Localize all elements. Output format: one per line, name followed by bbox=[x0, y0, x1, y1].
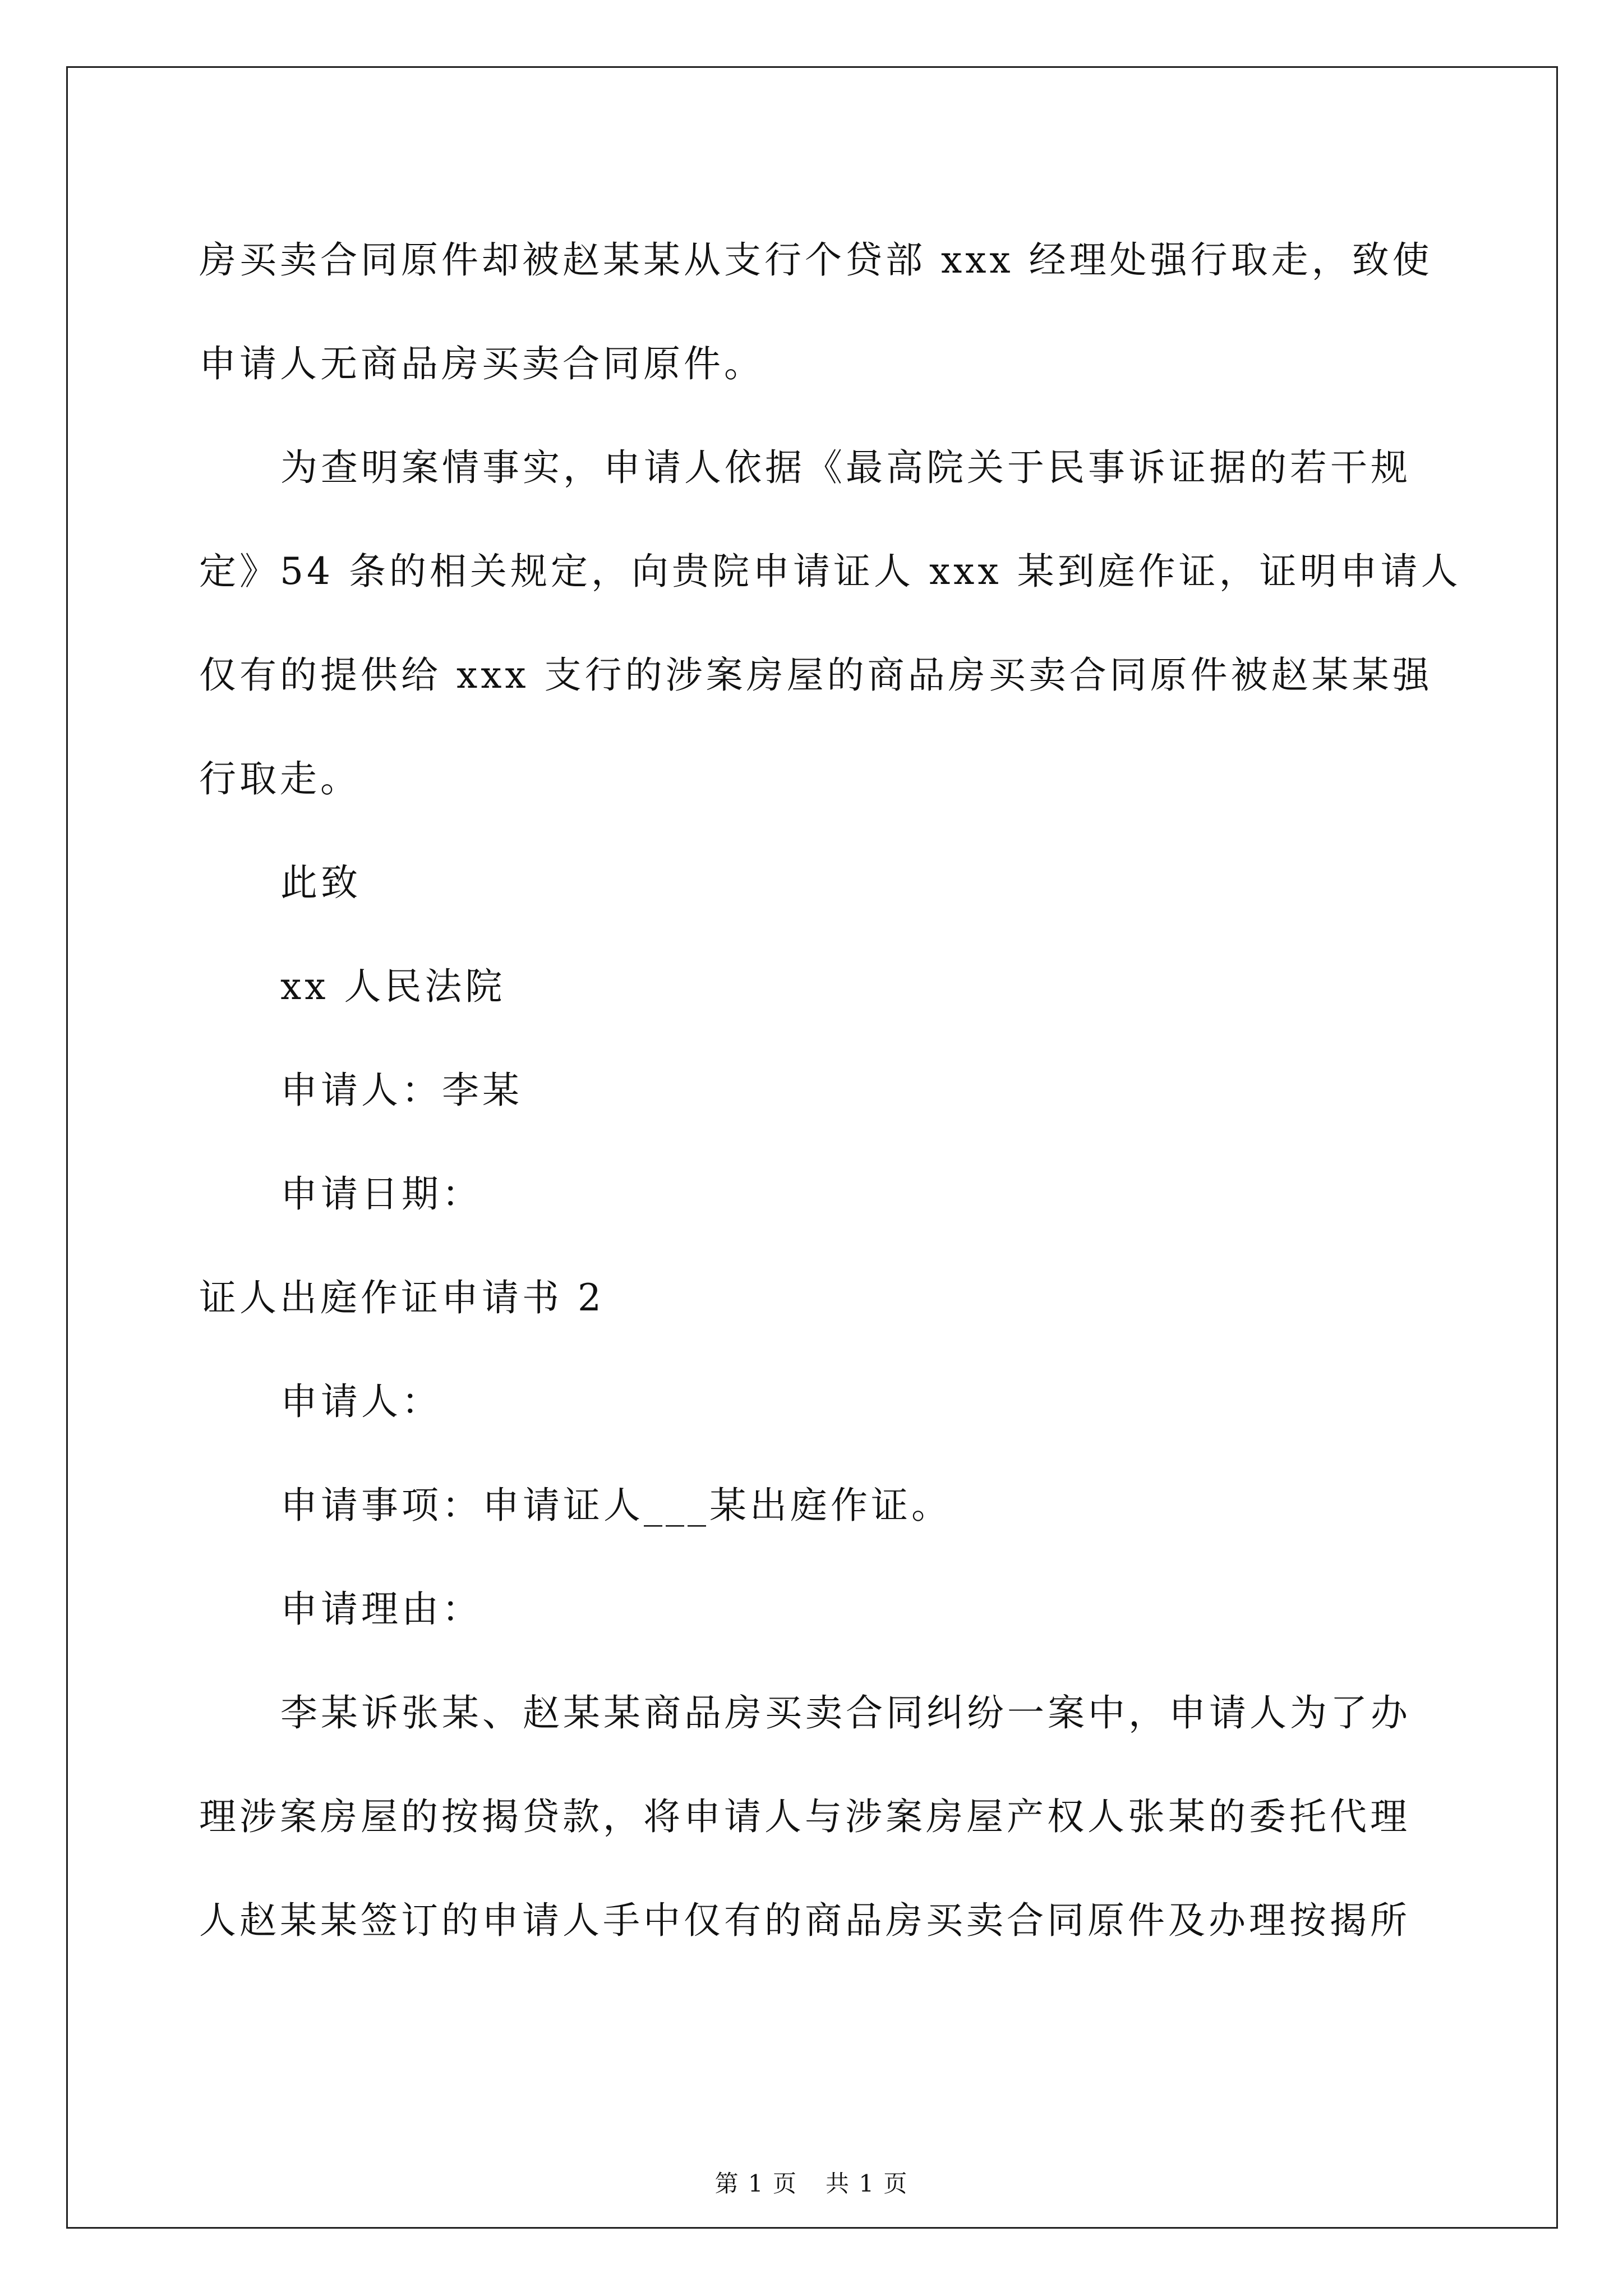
body-line: 人赵某某签订的申请人手中仅有的商品房买卖合同原件及办理按揭所 bbox=[199, 1899, 1410, 1942]
application-reason-heading: 申请理由： bbox=[280, 1588, 482, 1631]
body-line: 仅有的提供给 xxx 支行的涉案房屋的商品房买卖合同原件被赵某某强 bbox=[199, 654, 1433, 697]
body-line: 行取走。 bbox=[199, 757, 361, 800]
paragraph-start-line: 为查明案情事实，申请人依据《最高院关于民事诉证据的若干规 bbox=[280, 446, 1411, 489]
page-footer bbox=[0, 2165, 1623, 2199]
court-name: xx 人民法院 bbox=[280, 965, 506, 1008]
body-line: 房买卖合同原件却被赵某某从支行个贷部 xxx 经理处强行取走，致使 bbox=[199, 238, 1433, 282]
body-line: 理涉案房屋的按揭贷款，将申请人与涉案房屋产权人张某的委托代理 bbox=[199, 1795, 1410, 1838]
applicant-signature: 申请人：李某 bbox=[280, 1069, 523, 1112]
section-title: 证人出庭作证申请书 2 bbox=[199, 1276, 605, 1319]
salutation: 此致 bbox=[280, 861, 361, 904]
body-line: 定》54 条的相关规定，向贵院申请证人 xxx 某到庭作证，证明申请人 bbox=[199, 550, 1461, 593]
paragraph-start-line: 李某诉张某、赵某某商品房买卖合同纠纷一案中，申请人为了办 bbox=[280, 1691, 1411, 1734]
body-line: 申请人无商品房买卖合同原件。 bbox=[199, 342, 764, 385]
page-total: 共 1 页 bbox=[826, 2170, 909, 2197]
application-matter: 申请事项：申请证人___某出庭作证。 bbox=[280, 1484, 952, 1527]
applicant-field: 申请人： bbox=[280, 1380, 442, 1423]
page-number: 第 1 页 bbox=[714, 2170, 797, 2197]
application-date: 申请日期： bbox=[280, 1172, 482, 1216]
